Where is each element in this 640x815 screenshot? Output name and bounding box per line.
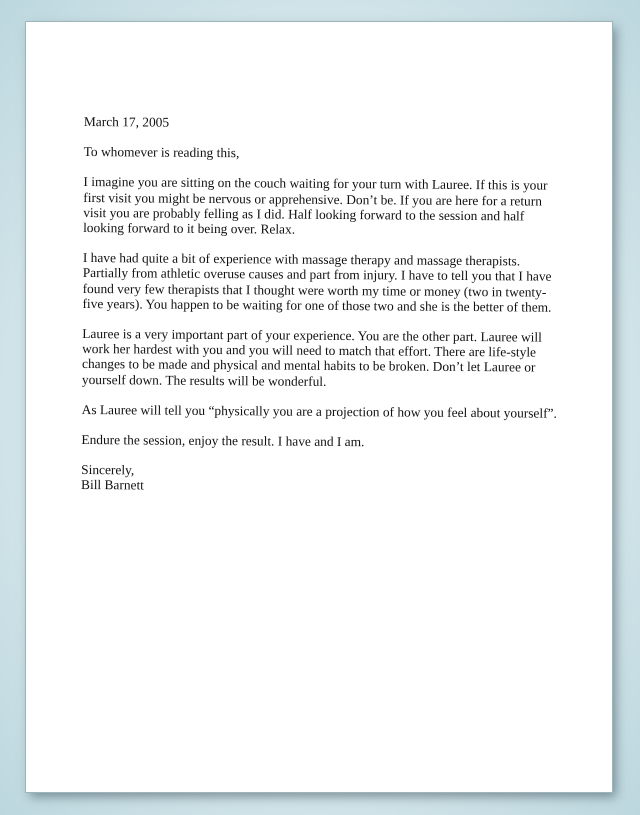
paragraph-line: changes to be made and physical and mental habits to be broken. Don’t let Lauree or <box>81 356 536 375</box>
paragraph-line: Endure the session, enjoy the result. I have and I am. <box>81 432 365 450</box>
paragraph-line: looking forward to it being over. Relax. <box>83 220 296 237</box>
letter-page <box>26 22 612 792</box>
paragraph-2 <box>82 250 560 315</box>
paragraph-line: Partially from athletic overuse causes and part from injury. I have to tell you that I have <box>82 265 552 285</box>
paragraph-line: Lauree is a very important part of your experience. You are the other part. Lauree will <box>82 326 542 345</box>
signature-name: Bill Barnett <box>81 477 145 493</box>
letter-salutation: To whomever is reading this, <box>83 144 240 161</box>
paragraph-line: I imagine you are sitting on the couch waiting for your turn with Lauree. If this is your <box>83 174 548 194</box>
paragraph-line: found very few therapists that I thought were worth my time or money (two in twenty- <box>82 280 547 300</box>
paragraph-line: first visit you might be nervous or apprehensive. Don’t be. If you are here for a return <box>83 189 543 209</box>
letter-body <box>81 114 562 496</box>
paragraph-line: visit you are probably felling as I did. Half looking forward to the session and half <box>83 204 525 224</box>
letter-closing: Sincerely, <box>81 462 135 478</box>
paragraph-line: I have had quite a bit of experience with massage therapy and massage therapists. <box>82 250 521 269</box>
paragraph-line: yourself down. The results will be wonderful. <box>81 371 327 389</box>
paragraph-line: As Lauree will tell you “physically you are a projection of how you feel about yourself”. <box>81 401 557 421</box>
paragraph-3 <box>82 326 560 391</box>
letter-date: March 17, 2005 <box>83 114 170 130</box>
paragraph-line: five years). You happen to be waiting for one of those two and she is the better of them. <box>82 295 552 315</box>
paragraph-1 <box>83 174 561 239</box>
paragraph-line: work her hardest with you and you will need to match that effort. There are life-style <box>82 341 537 360</box>
